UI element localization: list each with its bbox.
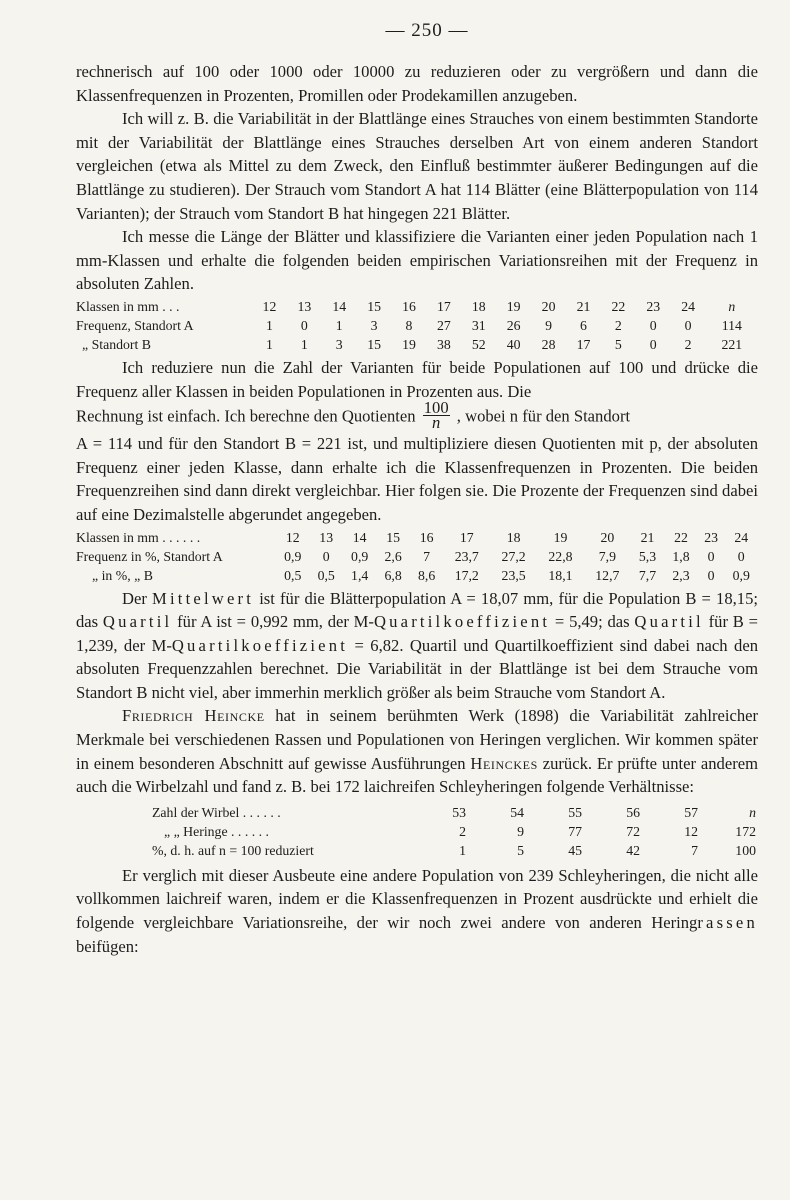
table-cell: 0 <box>300 317 308 333</box>
table-cell: 6 <box>580 317 587 333</box>
table-cell: 56 <box>626 804 640 820</box>
table-cell: 38 <box>437 336 451 352</box>
table-cell: 5 <box>517 842 524 858</box>
table-cell: 72 <box>626 823 640 839</box>
table-cell: 22 <box>674 529 688 545</box>
table-cell: 12,7 <box>595 567 620 583</box>
paragraph-5-cont: A = 114 und für den Standort B = 221 ist, und multipliziere diesen Quotienten mit p, der absoluten Frequenz einer jeden Klasse, dann erhalte ich die Klassenfrequenzen in Prozenten. Die beiden Frequenzreihen sind dann direkt vergleichbar. Hier folgen sie. Die Prozente der Frequenzen sind dabei auf eine Dezimalstelle abgerundet angegeben. <box>76 434 758 524</box>
text-span: Er verglich mit dieser Ausbeute eine andere Population von 239 Schleyheringen, die nicht alle vollkommen laichreif waren, indem er die Klassenfrequenzen in Prozent ausdrückte und erhielt die folgende vergleichbare Variationsreihe, der wir noch zwei andere von anderen Hering <box>76 865 758 933</box>
table-cell: 27,2 <box>501 548 526 564</box>
table-cell: 2,6 <box>384 548 402 564</box>
table-row-label: „ in %, „ B <box>92 567 153 583</box>
table-cell: 1 <box>459 842 466 858</box>
table-cell: 1 <box>265 336 273 352</box>
table-cell: 172 <box>735 823 756 839</box>
table-row-label: Zahl der Wirbel . . . . . . <box>152 804 281 820</box>
table-cell: 27 <box>437 317 451 333</box>
text-span: für B = 1,239, der M- <box>76 612 758 655</box>
table-row-label: Klassen in mm . . . <box>76 298 180 314</box>
table-cell: 53 <box>452 804 466 820</box>
table-cell: 77 <box>568 823 582 839</box>
table-cell: 0 <box>707 567 715 583</box>
table-cell: n <box>749 804 756 820</box>
text-span: zurück. Er prüfte unter anderem auch die Wirbelzahl und fand z. B. bei 172 laichreifen Schleyheringen folgende Verhältnisse: <box>76 753 758 797</box>
table-cell: 31 <box>471 317 486 333</box>
table-cell: 14 <box>352 529 367 545</box>
table-cell: 0 <box>707 548 715 564</box>
table-row <box>76 528 758 547</box>
table-cell: 0,5 <box>317 567 335 583</box>
author-name: Heinckes <box>470 753 538 773</box>
table-cell: 2,3 <box>672 567 690 583</box>
text-span: , wobei n für den Standort <box>456 406 631 426</box>
table-cell: 45 <box>568 842 582 858</box>
table-cell: 17 <box>459 529 474 545</box>
table-cell: 2 <box>614 317 622 333</box>
table-cell: 0 <box>649 317 657 333</box>
table-cell: 9 <box>517 823 524 839</box>
table-row-label: „ Standort B <box>82 336 151 352</box>
leaf-length-percent-table <box>76 528 758 585</box>
table-cell: 8,6 <box>417 567 436 583</box>
text-span: hat in seinem berühmten Werk (1898) die Variabilität zahlreicher Merkmale bei verschiedenen Rassen und Populationen von Heringen verglichen. Wir kommen später in einem besonderen Abschnitt auf gewisse Ausführungen <box>76 706 759 773</box>
table-cell: 12 <box>684 823 698 839</box>
table-cell: 6,8 <box>384 567 402 583</box>
table-cell: 1,8 <box>672 548 690 564</box>
table-cell: 15 <box>367 298 382 314</box>
table-cell: 26 <box>506 317 521 333</box>
table-cell: 2 <box>684 336 692 352</box>
table-cell: 22 <box>611 298 626 314</box>
text-span: ist für die Blätterpopulation A = 18,07 mm, für die Population B = 18,15; das <box>76 588 758 632</box>
paragraph-1: rechnerisch auf 100 oder 1000 oder 10000 zu reduzieren oder zu vergrößern und dann die Klassenfrequenzen in Prozenten, Promillen oder Prodekamillen anzugeben. <box>76 62 758 105</box>
table-row <box>76 335 758 354</box>
table-cell: 23,5 <box>501 567 526 583</box>
table-cell: 17 <box>437 298 451 314</box>
paragraph-6 <box>76 587 758 705</box>
table-row <box>152 803 756 822</box>
table-cell: 0 <box>322 548 330 564</box>
table-cell: 24 <box>734 529 749 545</box>
table-cell: 0 <box>649 336 657 352</box>
spaced-term: Mittelwert <box>152 588 255 608</box>
text-span: für A ist = 0,992 mm, der M- <box>172 612 374 632</box>
table-cell: 221 <box>721 336 743 352</box>
table-cell: 7,9 <box>598 548 616 564</box>
table-cell: 28 <box>541 336 556 352</box>
table-row <box>152 841 756 860</box>
text-span: Rechnung ist einfach. Ich berechne den Quotienten <box>76 406 416 426</box>
paragraph-2: Ich will z. B. die Variabilität in der Blattlänge eines Strauches von einem bestimmten Standorte mit der Variabilität der Blattlänge eines Strauches derselben Art von einem anderen Standort vergleichen (etwa als Mittel zu dem Zweck, den Einfluß bestimmter äußerer Bedingungen auf die Blattlänge zu studieren). Der Strauch vom Standort A hat 114 Blätter (eine Blätterpopulation von 114 Varianten); der Strauch vom Standort B hat hingegen 221 Blätter. <box>76 109 758 223</box>
table-cell: 57 <box>684 804 698 820</box>
table-cell: 1 <box>300 336 308 352</box>
table-cell: 5 <box>614 336 622 352</box>
table-cell: 14 <box>332 298 347 314</box>
table-cell: 0 <box>737 548 745 564</box>
fraction-denominator: n <box>432 413 441 433</box>
table-cell: 13 <box>319 529 334 545</box>
table-row <box>76 316 758 335</box>
table-cell: 18 <box>471 298 486 314</box>
table-cell: 23 <box>704 529 718 545</box>
table-cell: 19 <box>402 336 416 352</box>
table-cell: 15 <box>386 529 401 545</box>
paragraph-4: Ich reduziere nun die Zahl der Varianten für beide Populationen auf 100 und drücke die Frequenz aller Klassen in beiden Populationen in Prozenten aus. Die <box>76 357 758 401</box>
paragraph-7 <box>76 704 758 798</box>
table-cell: 1,4 <box>351 567 369 583</box>
table-cell: 55 <box>568 804 582 820</box>
paragraph-3: Ich messe die Länge der Blätter und klassifiziere die Varianten einer jeden Population nach 1 mm-Klassen und erhalte die folgenden beiden empirischen Variationsreihen mit der Frequenz in absoluten Zahlen. <box>76 227 758 294</box>
author-name: Friedrich Heincke <box>122 706 265 726</box>
table-row <box>76 297 758 316</box>
page-number: — 250 — <box>385 20 469 41</box>
leaf-length-absolute-table <box>76 297 758 354</box>
table-cell: 8 <box>405 317 413 333</box>
table-cell: 23,7 <box>454 548 479 564</box>
table-row-label: Frequenz in %, Standort A <box>76 548 223 564</box>
table-row-label: Klassen in mm . . . . . . <box>76 529 201 545</box>
table-cell: 19 <box>506 298 521 314</box>
table-cell: 16 <box>402 298 416 314</box>
table-cell: 12 <box>262 298 277 314</box>
table-cell: 54 <box>510 804 524 820</box>
paragraph-5 <box>76 398 758 433</box>
table-cell: 0,9 <box>351 548 369 564</box>
table-cell: 12 <box>285 529 300 545</box>
table-cell: 0 <box>684 317 692 333</box>
text-span: beifügen: <box>76 936 139 956</box>
table-cell: 0,9 <box>732 567 750 583</box>
herring-vertebrae-table <box>152 803 756 860</box>
table-cell: 17,2 <box>454 567 479 583</box>
table-cell: 40 <box>506 336 521 352</box>
table-row-label: Frequenz, Standort A <box>76 317 194 333</box>
spaced-term: Quartil <box>634 612 704 632</box>
table-cell: 22,8 <box>548 548 573 564</box>
table-cell: 18,1 <box>548 567 573 583</box>
table-cell: 15 <box>367 336 382 352</box>
table-cell: 5,3 <box>638 548 657 564</box>
table-cell: 3 <box>370 317 378 333</box>
table-cell: 13 <box>297 298 312 314</box>
table-row-label: „ „ Heringe . . . . . . <box>164 823 269 839</box>
table-cell: 16 <box>419 529 434 545</box>
table-cell: 7 <box>423 548 431 564</box>
table-cell: 1 <box>265 317 273 333</box>
table-cell: 19 <box>553 529 568 545</box>
spaced-term: Quartil <box>102 612 173 632</box>
spaced-term: Quartilkoeffizient <box>373 612 551 632</box>
table-cell: 2 <box>459 823 466 839</box>
table-cell: 1 <box>335 317 343 333</box>
spaced-term: Quartilkoeffizient <box>171 635 349 655</box>
table-cell: 21 <box>576 298 591 314</box>
table-cell: 42 <box>626 842 640 858</box>
fraction-numerator: 100 <box>423 398 449 418</box>
table-cell: 114 <box>721 317 742 333</box>
table-cell: 0,9 <box>284 548 302 564</box>
table-cell: 9 <box>545 317 553 333</box>
text-span: = 6,82. Quartil und Quartilkoeffizient sind dabei nach den absoluten Frequenzzahlen berechnet. Die Variabilität in der Blattlänge ist bei dem Strauche vom Standort B nicht viel, aber immerhin merklich größer als beim Strauche vom Standort A. <box>76 635 758 702</box>
spaced-term: rassen <box>697 913 758 933</box>
table-cell: 0,5 <box>284 567 302 583</box>
table-cell: n <box>728 298 736 314</box>
table-cell: 7 <box>691 842 698 858</box>
table-row <box>76 547 758 566</box>
table-cell: 24 <box>681 298 696 314</box>
table-row-label: %, d. h. auf n = 100 reduziert <box>152 842 314 858</box>
table-cell: 21 <box>640 529 655 545</box>
table-cell: 7,7 <box>638 567 657 583</box>
table-cell: 18 <box>506 529 521 545</box>
table-cell: 23 <box>646 298 661 314</box>
paragraph-8 <box>76 864 758 958</box>
table-cell: 20 <box>600 529 615 545</box>
fraction <box>423 398 450 433</box>
table-cell: 20 <box>541 298 556 314</box>
table-cell: 100 <box>735 842 756 858</box>
text-span: = 5,49; das <box>550 612 635 632</box>
table-cell: 52 <box>471 336 486 352</box>
table-cell: 3 <box>335 336 343 352</box>
table-cell: 17 <box>576 336 591 352</box>
text-span: Der <box>122 588 153 608</box>
table-row <box>76 566 758 585</box>
table-row <box>152 822 756 841</box>
